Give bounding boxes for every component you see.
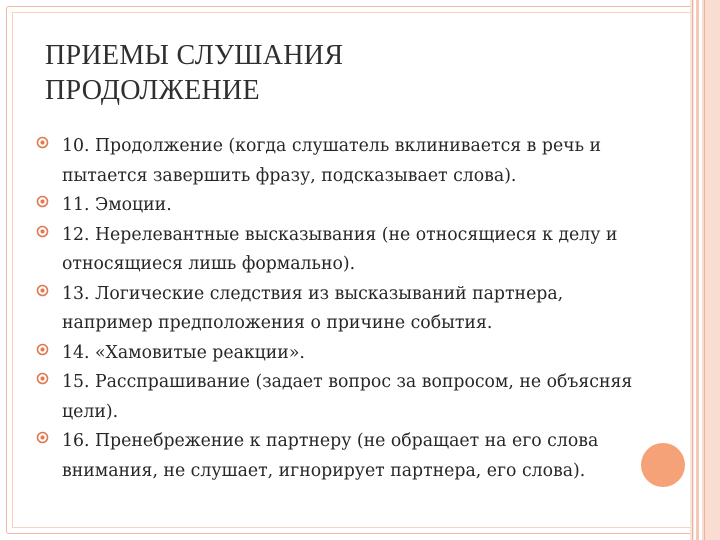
list-item-line: 10. Продолжение (когда слушатель вклинивается в речь и — [62, 136, 602, 156]
list-item-line: внимания, не слушает, игнорирует партнера, его слова). — [62, 460, 586, 481]
list-item-line: цели). — [62, 401, 119, 422]
diamond-bullet-icon — [36, 225, 49, 238]
diamond-bullet-icon — [36, 431, 49, 444]
decorative-orange-circle — [641, 443, 685, 487]
diamond-bullet-icon — [36, 343, 49, 356]
diamond-bullet-icon — [36, 136, 49, 149]
list-item — [34, 191, 720, 221]
diamond-bullet-icon — [36, 195, 49, 208]
list-item-line: 11. Эмоции. — [62, 195, 172, 215]
list-item — [34, 427, 720, 486]
list-item-line: 14. «Хамовитые реакции». — [62, 342, 305, 363]
slide-title — [45, 38, 645, 108]
list-item-line: 13. Логические следствия из высказываний партнера, — [62, 283, 564, 304]
title-line-2: ПРОДОЛЖЕНИЕ — [45, 75, 260, 106]
list-item-line: 12. Нерелевантные высказывания (не относящиеся к делу и — [62, 224, 618, 245]
list-item-line: пытается завершить фразу, подсказывает слова). — [62, 165, 517, 186]
list-item-line: относящиеся лишь формально). — [62, 254, 356, 274]
bullet-list — [34, 132, 720, 486]
list-item — [34, 221, 720, 280]
list-item-line: 15. Расспрашивание (задает вопрос за вопросом, не объясняя — [62, 372, 633, 392]
list-item — [34, 368, 720, 427]
list-item-line: 16. Пренебрежение к партнеру (не обращает на его слова — [62, 431, 599, 451]
diamond-bullet-icon — [36, 372, 49, 385]
list-item — [34, 280, 720, 339]
title-line-1: ПРИЕМЫ СЛУШАНИЯ — [45, 40, 344, 71]
list-item-line: например предположения о причине события. — [62, 313, 493, 333]
list-item — [34, 132, 720, 191]
diamond-bullet-icon — [36, 284, 49, 297]
list-item — [34, 339, 720, 369]
